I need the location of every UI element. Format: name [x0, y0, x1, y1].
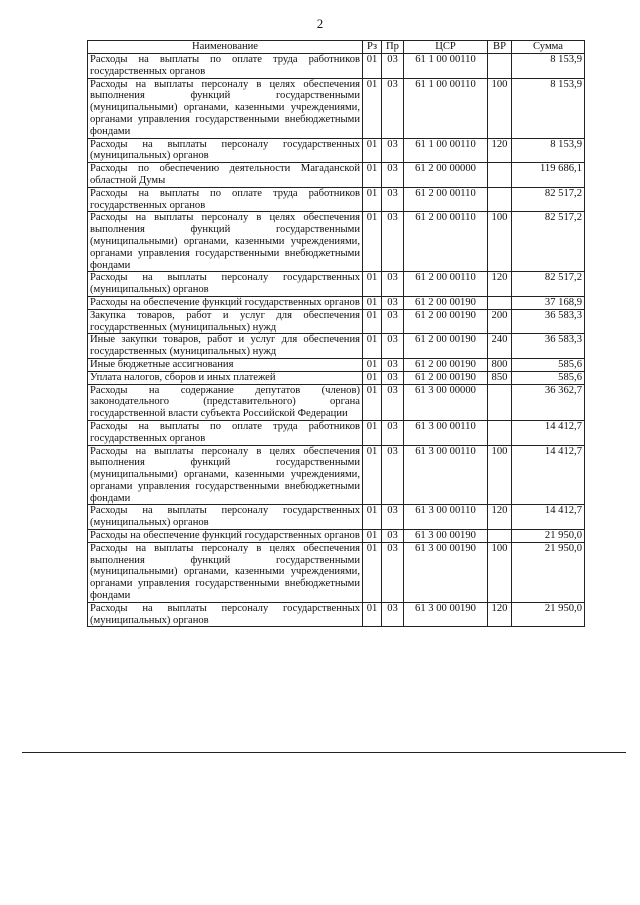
cell-csr: 61 2 00 00110: [404, 187, 488, 212]
cell-pr: 03: [382, 358, 404, 371]
cell-rz: 01: [363, 309, 382, 334]
cell-sum: 14 412,7: [512, 505, 585, 530]
table-header-row: [88, 41, 585, 54]
cell-vr: [488, 163, 512, 188]
cell-sum: 36 362,7: [512, 384, 585, 420]
cell-name: Расходы на выплаты по оплате труда работников государственных органов: [88, 420, 363, 445]
cell-csr: 61 1 00 00110: [404, 138, 488, 163]
cell-sum: 36 583,3: [512, 309, 585, 334]
cell-csr: 61 2 00 00190: [404, 296, 488, 309]
budget-table: [87, 40, 585, 627]
cell-sum: 82 517,2: [512, 272, 585, 297]
cell-name: Расходы на выплаты персоналу государственных (муниципальных) органов: [88, 602, 363, 627]
cell-name: Расходы на выплаты по оплате труда работников государственных органов: [88, 187, 363, 212]
cell-csr: 61 3 00 00110: [404, 420, 488, 445]
cell-vr: 240: [488, 334, 512, 359]
cell-rz: 01: [363, 530, 382, 543]
table-row: [88, 296, 585, 309]
cell-vr: 120: [488, 138, 512, 163]
cell-csr: 61 2 00 00190: [404, 334, 488, 359]
cell-rz: 01: [363, 163, 382, 188]
cell-name: Расходы на выплаты персоналу в целях обеспечения выполнения функций государственными (муниципальными) органами, казенными учреждениями, органами управления государственными внебюджетными фондами: [88, 542, 363, 602]
cell-csr: 61 3 00 00190: [404, 542, 488, 602]
cell-sum: 119 686,1: [512, 163, 585, 188]
cell-name: Иные закупки товаров, работ и услуг для обеспечения государственных (муниципальных) нужд: [88, 334, 363, 359]
cell-sum: 8 153,9: [512, 54, 585, 79]
cell-csr: 61 2 00 00110: [404, 272, 488, 297]
cell-name: Расходы на выплаты персоналу государственных (муниципальных) органов: [88, 505, 363, 530]
page-number: 2: [316, 16, 324, 31]
table-row: [88, 138, 585, 163]
cell-csr: 61 3 00 00000: [404, 384, 488, 420]
cell-sum: 21 950,0: [512, 542, 585, 602]
cell-csr: 61 2 00 00190: [404, 371, 488, 384]
cell-pr: 03: [382, 54, 404, 79]
cell-rz: 01: [363, 54, 382, 79]
cell-name: Расходы на обеспечение функций государственных органов: [88, 530, 363, 543]
cell-sum: 21 950,0: [512, 602, 585, 627]
table-row: [88, 602, 585, 627]
cell-name: Расходы на содержание депутатов (членов) законодательного (представительного) органа государственной власти субъекта Российской Федерации: [88, 384, 363, 420]
header-sum: Сумма: [512, 41, 585, 54]
cell-pr: 03: [382, 505, 404, 530]
cell-vr: 850: [488, 371, 512, 384]
cell-vr: [488, 530, 512, 543]
cell-sum: 37 168,9: [512, 296, 585, 309]
cell-rz: 01: [363, 138, 382, 163]
cell-name: Расходы на обеспечение функций государственных органов: [88, 296, 363, 309]
cell-csr: 61 3 00 00110: [404, 505, 488, 530]
table-row: [88, 163, 585, 188]
cell-sum: 82 517,2: [512, 212, 585, 272]
cell-sum: 82 517,2: [512, 187, 585, 212]
cell-pr: 03: [382, 420, 404, 445]
cell-csr: 61 2 00 00190: [404, 309, 488, 334]
cell-pr: 03: [382, 296, 404, 309]
cell-rz: 01: [363, 420, 382, 445]
cell-sum: 14 412,7: [512, 445, 585, 505]
cell-name: Расходы на выплаты по оплате труда работников государственных органов: [88, 54, 363, 79]
table-row: [88, 420, 585, 445]
cell-name: Расходы на выплаты персоналу в целях обеспечения выполнения функций государственными (муниципальными) органами, казенными учреждениями, органами управления государственными внебюджетными фондами: [88, 212, 363, 272]
cell-rz: 01: [363, 358, 382, 371]
table-row: [88, 371, 585, 384]
cell-name: Расходы по обеспечению деятельности Магаданской областной Думы: [88, 163, 363, 188]
cell-pr: 03: [382, 272, 404, 297]
cell-vr: 120: [488, 272, 512, 297]
table-row: [88, 445, 585, 505]
cell-vr: 800: [488, 358, 512, 371]
cell-vr: 120: [488, 602, 512, 627]
cell-rz: 01: [363, 334, 382, 359]
table-row: [88, 78, 585, 138]
cell-rz: 01: [363, 542, 382, 602]
header-rz: Рз: [363, 41, 382, 54]
cell-csr: 61 1 00 00110: [404, 78, 488, 138]
header-name: Наименование: [88, 41, 363, 54]
cell-vr: 100: [488, 542, 512, 602]
cell-vr: [488, 420, 512, 445]
cell-pr: 03: [382, 212, 404, 272]
cell-name: Расходы на выплаты персоналу государственных (муниципальных) органов: [88, 138, 363, 163]
header-csr: ЦСР: [404, 41, 488, 54]
header-vr: ВР: [488, 41, 512, 54]
cell-rz: 01: [363, 272, 382, 297]
table-row: [88, 187, 585, 212]
cell-csr: 61 3 00 00190: [404, 602, 488, 627]
cell-name: Закупка товаров, работ и услуг для обеспечения государственных (муниципальных) нужд: [88, 309, 363, 334]
cell-csr: 61 3 00 00110: [404, 445, 488, 505]
cell-pr: 03: [382, 530, 404, 543]
cell-rz: 01: [363, 505, 382, 530]
table-row: [88, 358, 585, 371]
cell-vr: [488, 54, 512, 79]
table-row: [88, 505, 585, 530]
cell-pr: 03: [382, 445, 404, 505]
cell-vr: [488, 296, 512, 309]
table-body: [88, 54, 585, 627]
cell-pr: 03: [382, 334, 404, 359]
cell-pr: 03: [382, 187, 404, 212]
header-pr: Пр: [382, 41, 404, 54]
cell-pr: 03: [382, 309, 404, 334]
cell-sum: 8 153,9: [512, 78, 585, 138]
cell-rz: 01: [363, 384, 382, 420]
cell-vr: [488, 384, 512, 420]
cell-vr: 120: [488, 505, 512, 530]
cell-csr: 61 2 00 00190: [404, 358, 488, 371]
cell-csr: 61 1 00 00110: [404, 54, 488, 79]
cell-pr: 03: [382, 384, 404, 420]
table-row: [88, 542, 585, 602]
cell-name: Расходы на выплаты персоналу в целях обеспечения выполнения функций государственными (муниципальными) органами, казенными учреждениями, органами управления государственными внебюджетными фондами: [88, 445, 363, 505]
cell-rz: 01: [363, 296, 382, 309]
cell-name: Расходы на выплаты персоналу государственных (муниципальных) органов: [88, 272, 363, 297]
cell-sum: 585,6: [512, 358, 585, 371]
cell-csr: 61 3 00 00190: [404, 530, 488, 543]
table-row: [88, 530, 585, 543]
cell-rz: 01: [363, 78, 382, 138]
cell-csr: 61 2 00 00110: [404, 212, 488, 272]
cell-rz: 01: [363, 212, 382, 272]
cell-name: Уплата налогов, сборов и иных платежей: [88, 371, 363, 384]
cell-vr: 100: [488, 212, 512, 272]
cell-rz: 01: [363, 187, 382, 212]
bottom-divider: [22, 752, 626, 753]
cell-pr: 03: [382, 602, 404, 627]
cell-pr: 03: [382, 163, 404, 188]
cell-sum: 585,6: [512, 371, 585, 384]
cell-pr: 03: [382, 78, 404, 138]
cell-name: Иные бюджетные ассигнования: [88, 358, 363, 371]
cell-sum: 21 950,0: [512, 530, 585, 543]
table-row: [88, 272, 585, 297]
table-row: [88, 54, 585, 79]
cell-pr: 03: [382, 371, 404, 384]
table-row: [88, 309, 585, 334]
cell-rz: 01: [363, 602, 382, 627]
cell-pr: 03: [382, 138, 404, 163]
cell-vr: 100: [488, 445, 512, 505]
table-row: [88, 212, 585, 272]
cell-rz: 01: [363, 445, 382, 505]
table-row: [88, 384, 585, 420]
cell-vr: 100: [488, 78, 512, 138]
cell-vr: [488, 187, 512, 212]
cell-name: Расходы на выплаты персоналу в целях обеспечения выполнения функций государственными (муниципальными) органами, казенными учреждениями, органами управления государственными внебюджетными фондами: [88, 78, 363, 138]
cell-csr: 61 2 00 00000: [404, 163, 488, 188]
cell-sum: 14 412,7: [512, 420, 585, 445]
cell-rz: 01: [363, 371, 382, 384]
cell-vr: 200: [488, 309, 512, 334]
table-row: [88, 334, 585, 359]
cell-sum: 36 583,3: [512, 334, 585, 359]
cell-pr: 03: [382, 542, 404, 602]
cell-sum: 8 153,9: [512, 138, 585, 163]
